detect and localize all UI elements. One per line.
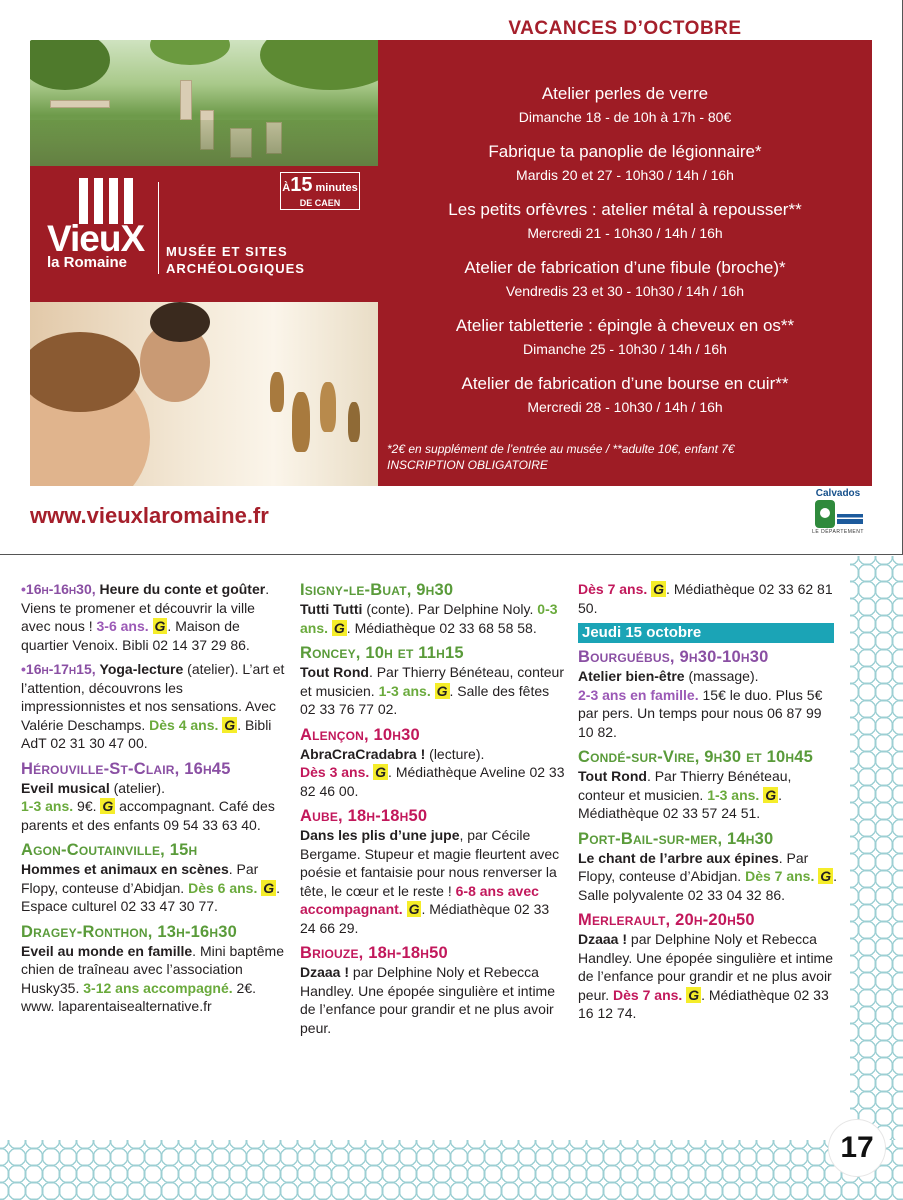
- activity-details: Dimanche 18 - de 10h à 17h - 80€: [518, 109, 732, 125]
- registration-note: INSCRIPTION OBLIGATOIRE: [387, 458, 548, 472]
- vieux-la-romaine-logo: [47, 178, 144, 270]
- logo-tagline-1: MUSÉE ET SITES: [166, 244, 288, 259]
- ad-footnote: [387, 441, 867, 473]
- event-entry: [21, 580, 286, 654]
- day-header: Jeudi 15 octobre: [578, 623, 834, 643]
- event-entry: [300, 580, 568, 637]
- decorative-pattern-bottom: [0, 1140, 903, 1200]
- event-title: Dzaaa !: [300, 964, 350, 980]
- event-location: 15€ le duo. Plus 5€ par pers. Un temps pour nous 06 87 99 10 82.: [578, 686, 823, 740]
- event-description: . Mini baptême chien de traîneau avec l’association Husky35.: [21, 942, 284, 996]
- event-title: Hommes et animaux en scènes: [21, 861, 229, 877]
- age-range: 3-12 ans accompagné.: [83, 979, 233, 996]
- venue-heading: Port-Bail-sur-mer, 14h30: [578, 829, 774, 848]
- event-description: par Delphine Noly et Rebecca Handley. Une épopée singulière et intime de l’enfance pour grandir et ne plus avoir peur.: [578, 931, 834, 1003]
- activity-item: [378, 316, 872, 358]
- event-location: . Salle polyvalente 02 33 04 32 86.: [578, 868, 838, 903]
- event-title: Tout Rond: [578, 768, 647, 784]
- logo-divider: [158, 182, 159, 274]
- age-range: Dès 7 ans.: [613, 986, 683, 1003]
- event-entry: [578, 580, 840, 617]
- logo-tagline-2: ARCHÉOLOGIQUES: [166, 261, 305, 276]
- age-range: Dès 4 ans.: [149, 716, 219, 733]
- event-price: 9€.: [73, 798, 101, 814]
- event-location: . Médiathèque Aveline 02 33 82 46 00.: [300, 764, 565, 799]
- age-range: Dès 3 ans.: [300, 764, 370, 780]
- activity-item: [378, 200, 872, 242]
- event-description: (atelier).: [113, 779, 165, 796]
- event-entry: [21, 840, 286, 916]
- free-badge: G: [333, 619, 345, 636]
- activity-title: Atelier perles de verre: [541, 84, 709, 103]
- listing-column-2: [300, 580, 568, 1043]
- event-time: 16h-17h15,: [25, 661, 96, 677]
- event-description: . Par Thierry Bénéteau, conteur et musicien.: [300, 664, 565, 699]
- event-location: . Espace culturel 02 33 47 30 77.: [21, 879, 281, 914]
- event-entry: [578, 747, 840, 823]
- page-number: 17: [829, 1120, 885, 1176]
- event-location: . Médiathèque 02 33 68 58 58.: [346, 619, 537, 636]
- free-badge: G: [436, 682, 448, 699]
- website-link[interactable]: www.vieuxlaromaine.fr: [30, 503, 269, 528]
- ad-title: VACANCES D’OCTOBRE: [508, 18, 742, 39]
- free-badge: G: [224, 716, 236, 733]
- free-badge: G: [688, 986, 700, 1003]
- activity-details: Dimanche 25 - 10h30 / 14h / 16h: [523, 341, 727, 357]
- distance-badge: [280, 172, 360, 210]
- venue-heading: Isigny-le-Buat, 9h30: [300, 581, 454, 599]
- event-description: , par Cécile Bergame. Stupeur et magie fleurtent avec poésie et fantaisie pour nous renverser la tête, le cœur et le reste !: [300, 827, 560, 899]
- age-range: 0-3 ans.: [300, 601, 558, 636]
- free-badge: G: [765, 786, 777, 803]
- event-location: . Médiathèque 02 33 16 12 74.: [578, 986, 829, 1021]
- venue-heading: Dragey-Ronthon, 13h-16h30: [21, 922, 238, 941]
- event-title: Heure du conte et goûter: [99, 581, 266, 597]
- venue-heading: Agon-Coutainville, 15h: [21, 841, 198, 859]
- event-location: . Maison de quartier Venoix. Bibli 02 14 37 29 86.: [21, 618, 250, 653]
- activity-item: [378, 374, 872, 416]
- event-entry: [578, 829, 840, 905]
- listing-column-3: [578, 580, 840, 1029]
- event-title: Le chant de l’arbre aux épines: [578, 849, 779, 866]
- activity-title: Fabrique ta panoplie de légionnaire*: [488, 142, 762, 161]
- event-description: . Par Flopy, conteuse d’Abidjan.: [21, 861, 259, 896]
- venue-heading: Alençon, 10h30: [300, 725, 420, 744]
- logo-name: VieuX: [47, 218, 145, 259]
- badge-number: 15: [290, 174, 313, 196]
- free-badge: G: [154, 618, 166, 634]
- event-location: accompagnant. Café des parents et des enfants 09 54 33 63 40.: [21, 798, 275, 833]
- age-range: Dès 7 ans.: [745, 868, 815, 884]
- venue-heading: Briouze, 18h-18h50: [300, 944, 448, 962]
- event-entry: [300, 806, 568, 937]
- free-badge: G: [408, 901, 420, 917]
- event-location: . Médiathèque 02 33 62 81 50.: [578, 581, 833, 616]
- event-time: 16h-16h30,: [25, 581, 96, 597]
- calvados-emblem-icon: [813, 500, 863, 528]
- venue-heading: Condé-sur-Vire, 9h30 et 10h45: [578, 748, 813, 766]
- event-title: Yoga-lecture: [99, 661, 184, 677]
- roman-ruins-photo: [30, 40, 378, 166]
- badge-suffix: minutes: [315, 182, 358, 194]
- event-title: Dzaaa !: [578, 931, 628, 947]
- event-entry: [578, 647, 840, 741]
- event-title: Eveil musical: [21, 779, 110, 796]
- activity-item: [378, 258, 872, 300]
- event-title: Eveil au monde en famille: [21, 942, 193, 959]
- listing-column-1: [21, 580, 286, 1022]
- event-description: (atelier). L’art et l’attention, découvrons les impressionnistes et nos sensations. Avec Valérie Deschamps.: [21, 661, 285, 733]
- bullet: •: [21, 581, 26, 597]
- event-description: (massage).: [684, 668, 759, 684]
- activity-title: Atelier de fabrication d’une fibule (broche)*: [464, 258, 786, 277]
- event-title: Tutti Tutti: [300, 601, 363, 617]
- museum-advertisement: [0, 0, 903, 555]
- event-entry: [21, 922, 286, 1016]
- venue-heading: Merlerault, 20h-20h50: [578, 911, 755, 929]
- bullet: •: [21, 661, 26, 677]
- event-description: par Delphine Noly et Rebecca Handley. Une épopée singulière et intime de l’enfance pour grandir et ne plus avoir peur.: [300, 964, 556, 1036]
- free-badge: G: [375, 764, 387, 780]
- calvados-logo: [804, 488, 872, 535]
- age-range: Dès 6 ans.: [188, 879, 258, 896]
- venue-heading: Hérouville-St-Clair, 16h45: [21, 759, 231, 778]
- event-description: . Par Flopy, conteuse d’Abidjan.: [578, 849, 809, 884]
- event-title: Dans les plis d’une jupe: [300, 827, 460, 843]
- free-badge: G: [102, 798, 114, 814]
- event-entry: [300, 943, 568, 1037]
- children-museum-photo: [30, 302, 378, 486]
- calvados-label: Calvados: [815, 488, 861, 499]
- badge-prefix: À: [282, 182, 291, 194]
- age-range: 1-3 ans.: [707, 786, 760, 803]
- venue-heading: Roncey, 10h et 11h15: [300, 644, 464, 662]
- activity-details: Vendredis 23 et 30 - 10h30 / 14h / 16h: [505, 283, 745, 299]
- event-location: . Salle des fêtes 02 33 76 77 02.: [300, 682, 550, 717]
- event-entry: [300, 725, 568, 801]
- event-entry: [21, 660, 286, 753]
- event-location: . Bibli AdT 02 31 30 47 00.: [21, 716, 272, 751]
- event-description: (lecture).: [425, 745, 485, 762]
- activity-details: Mardis 20 et 27 - 10h30 / 14h / 16h: [516, 167, 734, 183]
- logo-subname: la Romaine: [47, 254, 128, 271]
- event-location: 2€. www. laparentaisealternative.fr: [21, 979, 257, 1014]
- badge-city: DE CAEN: [299, 198, 341, 208]
- age-range: Dès 7 ans.: [578, 581, 648, 597]
- decorative-pattern-right: [850, 556, 903, 1156]
- age-range: 1-3 ans.: [21, 798, 74, 814]
- event-entry: [300, 643, 568, 719]
- free-badge: G: [653, 581, 665, 597]
- free-badge: G: [820, 868, 832, 884]
- event-location: . Médiathèque 02 33 57 24 51.: [578, 786, 782, 821]
- event-description: . Viens te promener et découvrir la ville avec nous !: [21, 581, 270, 634]
- event-location: . Médiathèque 02 33 24 66 29.: [300, 901, 550, 936]
- event-description: (conte). Par Delphine Noly.: [362, 601, 534, 617]
- activity-title: Atelier tabletterie : épingle à cheveux en os**: [455, 316, 795, 335]
- age-range: 2-3 ans en famille.: [578, 686, 699, 703]
- activity-item: [378, 84, 872, 126]
- event-title: AbraCraCradabra !: [300, 745, 426, 762]
- activity-details: Mercredi 28 - 10h30 / 14h / 16h: [527, 399, 723, 415]
- calvados-subtitle: LE DÉPARTEMENT: [812, 529, 864, 535]
- free-badge: G: [263, 879, 275, 896]
- activity-title: Atelier de fabrication d’une bourse en cuir**: [461, 374, 789, 393]
- age-range: 3-6 ans.: [96, 618, 149, 634]
- pricing-note: *2€ en supplément de l’entrée au musée / **adulte 10€, enfant 7€: [387, 442, 735, 456]
- event-title: Tout Rond: [300, 664, 369, 680]
- event-entry: [578, 910, 840, 1023]
- event-description: . Par Thierry Bénéteau, conteur et musicien.: [578, 768, 792, 803]
- venue-heading: Aube, 18h-18h50: [300, 807, 428, 825]
- activity-item: [378, 142, 872, 184]
- event-title: Atelier bien-être: [578, 668, 685, 684]
- age-range: 1-3 ans.: [378, 682, 431, 699]
- venue-heading: Bourguébus, 9h30-10h30: [578, 648, 769, 666]
- age-range: 6-8 ans avec accompagnant.: [300, 882, 539, 917]
- activity-details: Mercredi 21 - 10h30 / 14h / 16h: [527, 225, 723, 241]
- activity-title: Les petits orfèvres : atelier métal à repousser**: [448, 200, 802, 219]
- event-entry: [21, 759, 286, 835]
